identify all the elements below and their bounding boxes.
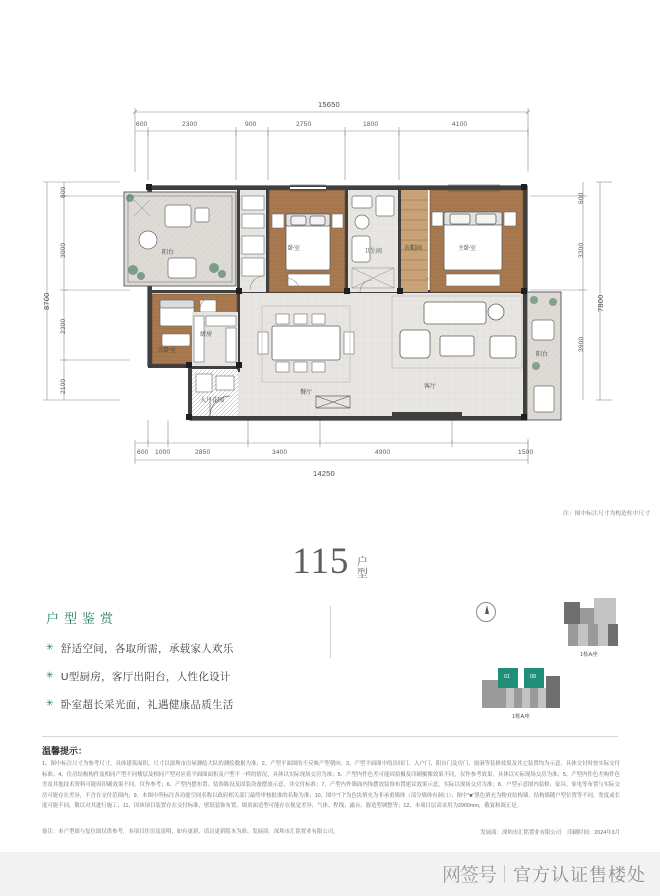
- developer-text: 发展商：深圳市汇铭置业有限公司: [480, 830, 562, 836]
- footer-declaration: 备注：本产型图与复位图仅供参考，本项目住房及说明、如有更新、请以更新版本为准。发展商：深圳市汇铭置业有限公司。: [42, 829, 339, 835]
- asterisk-icon: ✳: [46, 670, 54, 680]
- watermark-logo: 网签号: [441, 865, 496, 886]
- dim-right-overall: 7800: [596, 294, 605, 312]
- compass-icon: [476, 602, 496, 622]
- building-block: [546, 676, 560, 708]
- footer-notes-body: 1、图中标注尺寸为参考尺寸，具体建筑面积、尺寸以深圳市房屋测绘大队的测绘数据为准；2、产型平面图的不反映产型朝向；3、产型平面图中的房间门、入户门、阳台门及房门、窗洞等装修效果及其它装置均为示意，具体交付时按实际交付标准；4、住房结构构件及相同产型不同楼层及相同产型对应着平面图面积及户型不一样的情况，具体以实际现场交房为准；5、产型内件色差可能因拍摄及印刷摄像效果不同，仅作参考效果，具体以实际现场交房为准；5、产型内件色差构件色差及其他技术资料可能因印刷效果不同，仅作参考；6、产型内摆布置、装饰陈设及固装设备摆放示意，非交付标准；7、产型内外墙面内饰摆放装饰布置建议效果示意，实际以现场交房为准；8、户型示意图内装修、家具、家电等布置与实际交房可能存在差异，不含在交付范围内；9、本图中所标注各功能空间名称以政府相关部门最终审核批准的名称为准；10、图中"门"为色块填充为非承重墙体（部分墙体有洞口）；图中"■"黑色填充为物业结构墙，结构墙随户型位置等不同，宽度或长度可能不同，敬以对其进行施工；11、因该项目装置存在交付标准，壁纸装饰布置、墙顶面造型可能存在视觉差异、气体、程线、露台、器造型调整等；12、本项目层高采用为2900mm，敬宴和调正是。: [42, 761, 620, 810]
- watermark-text: 官方认证售楼处: [513, 864, 646, 885]
- dim-top-5: 1800: [363, 121, 379, 128]
- footer-divider: [42, 736, 618, 737]
- dim-left-1: 600: [60, 186, 67, 198]
- building-block: [598, 624, 608, 646]
- building-block: [608, 624, 618, 646]
- room-label-balcony-right: 阳台: [536, 352, 549, 358]
- features-heading: 户型鉴赏: [46, 611, 119, 626]
- feature-item: [46, 697, 316, 712]
- building-block: [588, 624, 598, 646]
- asterisk-icon: ✳: [46, 642, 54, 652]
- building-block: [564, 602, 580, 624]
- room-label-kitchen: 厨房: [200, 332, 213, 338]
- unit-type-suffix-line2: 型: [356, 567, 368, 580]
- vertical-divider: [330, 606, 331, 658]
- building-block: [530, 688, 538, 708]
- dim-bottom-overall: 14250: [313, 469, 335, 478]
- room-label-balcony-left: 阳台: [162, 250, 175, 256]
- site-location-map: [468, 596, 643, 726]
- unit-type-suffix-line1: 户: [356, 556, 368, 569]
- dim-right-3: 3900: [578, 336, 585, 352]
- feature-item: [46, 669, 316, 684]
- room-label-living: 客厅: [424, 384, 437, 390]
- feature-text: 卧室超长采光面，礼遇健康品质生活: [60, 699, 234, 711]
- room-label-bathroom: 卫生间: [364, 249, 383, 255]
- page-title: [0, 540, 660, 583]
- building-block: [580, 608, 594, 624]
- dim-left-3: 2300: [60, 318, 67, 334]
- dim-top-2: 2300: [182, 121, 198, 128]
- dim-top-6: 4100: [452, 121, 468, 128]
- footer-notes-title: 温馨提示：: [42, 746, 88, 756]
- dim-top-3: 900: [245, 121, 257, 128]
- dim-top-4: 2750: [296, 121, 312, 128]
- dim-top-overall: 15650: [318, 100, 340, 109]
- watermark-separator: [504, 865, 505, 883]
- dim-left-overall: 8700: [42, 292, 51, 310]
- feature-text: 舒适空间，各取所需，承载家人欢乐: [60, 643, 234, 655]
- dim-left-4: 2100: [60, 378, 67, 394]
- dim-bottom-2: 1000: [155, 449, 171, 456]
- dim-bottom-6: 1500: [518, 449, 534, 456]
- map-label: 1栋A座: [580, 652, 598, 658]
- room-label-master-bedroom: 主卧室: [458, 246, 477, 252]
- building-block: [568, 624, 578, 646]
- dim-bottom-5: 4900: [375, 449, 391, 456]
- building-block: [522, 688, 530, 708]
- building-block: [482, 680, 498, 708]
- building-block: [578, 624, 588, 646]
- unit-type-number: 115: [292, 541, 350, 582]
- feature-item: [46, 641, 316, 656]
- room-label-entry-garden: 入户花园: [200, 398, 225, 404]
- building-block: [506, 688, 514, 708]
- dim-bottom-4: 3400: [272, 449, 288, 456]
- map-label: 1栋A座: [512, 714, 530, 720]
- dim-bottom-3: 2850: [195, 449, 211, 456]
- building-block: [514, 688, 522, 708]
- footer-developer-info: [480, 828, 620, 836]
- room-label-dining: 餐厅: [300, 390, 313, 396]
- room-label-bedroom: 卧室: [288, 246, 301, 252]
- room-label-walk-in-closet: 衣帽间: [404, 246, 423, 252]
- feature-text: U型厨房，客厅出阳台，人性化设计: [60, 671, 231, 683]
- watermark-bar: [0, 852, 660, 896]
- dim-left-2: 3000: [60, 242, 67, 258]
- print-date-text: 印刷时间：2024年3月: [567, 830, 620, 836]
- asterisk-icon: ✳: [46, 698, 54, 708]
- building-block: [498, 688, 506, 708]
- dim-right-2: 3300: [578, 242, 585, 258]
- dim-top-1: 600: [136, 121, 148, 128]
- map-label: 08: [530, 674, 537, 680]
- building-block: [594, 598, 616, 624]
- plan-note: 注：图中标注尺寸为构造柱中尺寸: [563, 511, 650, 517]
- dim-bottom-1: 600: [137, 449, 149, 456]
- watermark-content: [442, 860, 646, 887]
- dim-right-1: 600: [578, 192, 585, 204]
- features-section: [46, 608, 316, 725]
- room-label-second-bedroom: 次卧室: [158, 348, 177, 354]
- building-block: [538, 688, 546, 708]
- unit-type-suffix: [357, 557, 368, 580]
- map-label: 01: [504, 674, 511, 680]
